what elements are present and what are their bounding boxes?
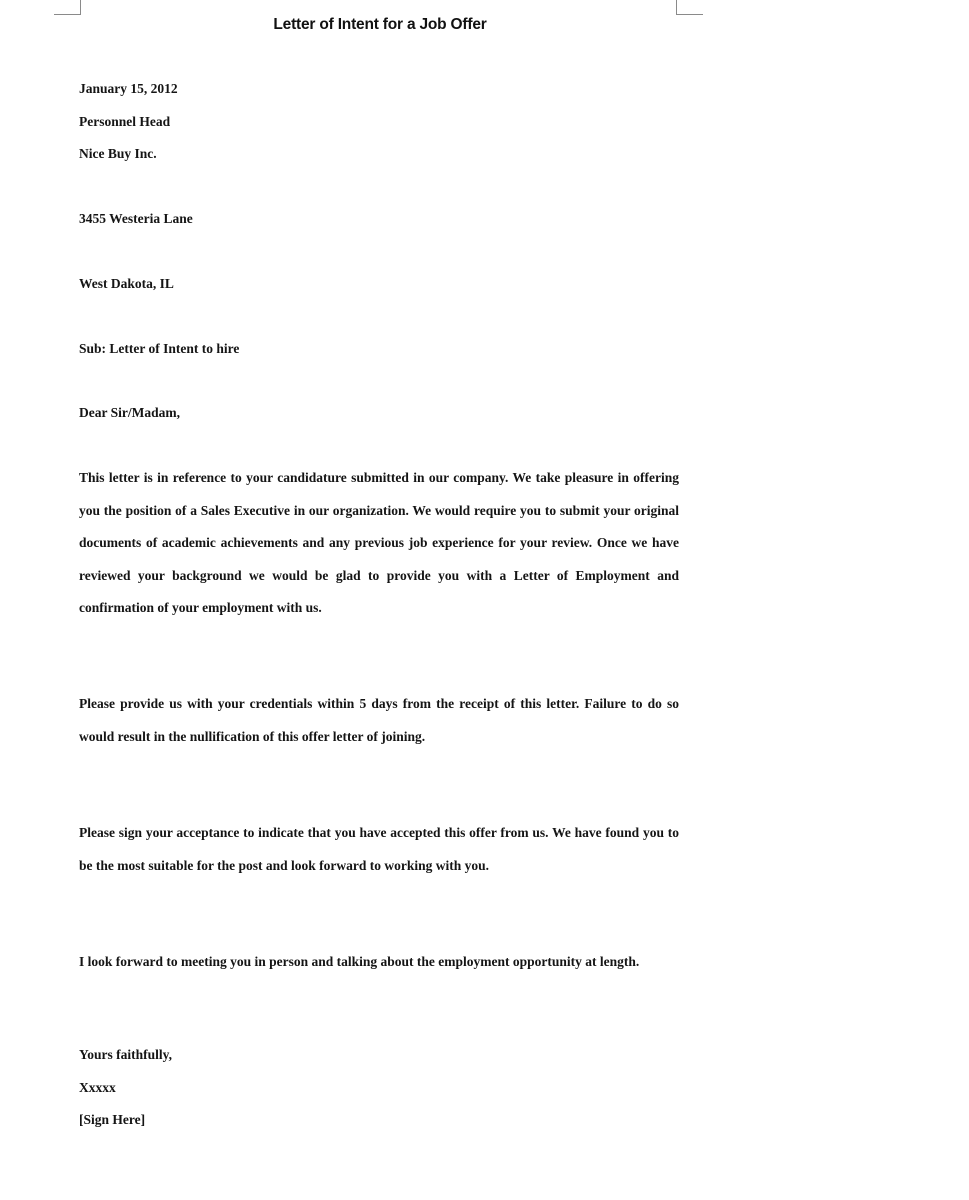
crop-mark-top-right	[676, 0, 703, 15]
address-city: West Dakota, IL	[79, 276, 174, 291]
salutation: Dear Sir/Madam,	[79, 405, 180, 420]
body-paragraph-1: This letter is in reference to your candidature submitted in our company. We take pleasure in offering you the position of a Sales Executive in our organization. We would require you to submit your original documents of academic achievements and any previous job experience for your review. Once we have reviewed your background we would be glad to provide you with a Letter of Employment and confirmation of your employment with us.	[79, 470, 679, 615]
body-paragraph-2: Please provide us with your credentials within 5 days from the receipt of this letter. Failure to do so would result in the nullification of this offer letter of joining.	[79, 696, 679, 744]
letter-subject: Sub: Letter of Intent to hire	[79, 341, 240, 356]
body-paragraph-4: I look forward to meeting you in person and talking about the employment opportunity at length.	[79, 954, 640, 969]
address-street: 3455 Westeria Lane	[79, 211, 193, 226]
body-paragraph-1-block	[79, 462, 679, 625]
sender-name: Xxxxx	[79, 1080, 116, 1095]
crop-mark-top-left	[54, 0, 81, 15]
body-paragraph-4-block	[79, 946, 679, 979]
recipient-company: Nice Buy Inc.	[79, 146, 157, 161]
valediction: Yours faithfully,	[79, 1047, 173, 1062]
letter-date: January 15, 2012	[79, 81, 178, 96]
body-paragraph-2-block	[79, 688, 679, 753]
recipient-title: Personnel Head	[79, 114, 171, 129]
document-title: Letter of Intent for a Job Offer	[273, 16, 487, 33]
signature-placeholder: [Sign Here]	[79, 1112, 146, 1127]
body-paragraph-3-block	[79, 817, 679, 882]
body-paragraph-3: Please sign your acceptance to indicate that you have accepted this offer from us. We have found you to be the most suitable for the post and look forward to working with you.	[79, 825, 679, 873]
